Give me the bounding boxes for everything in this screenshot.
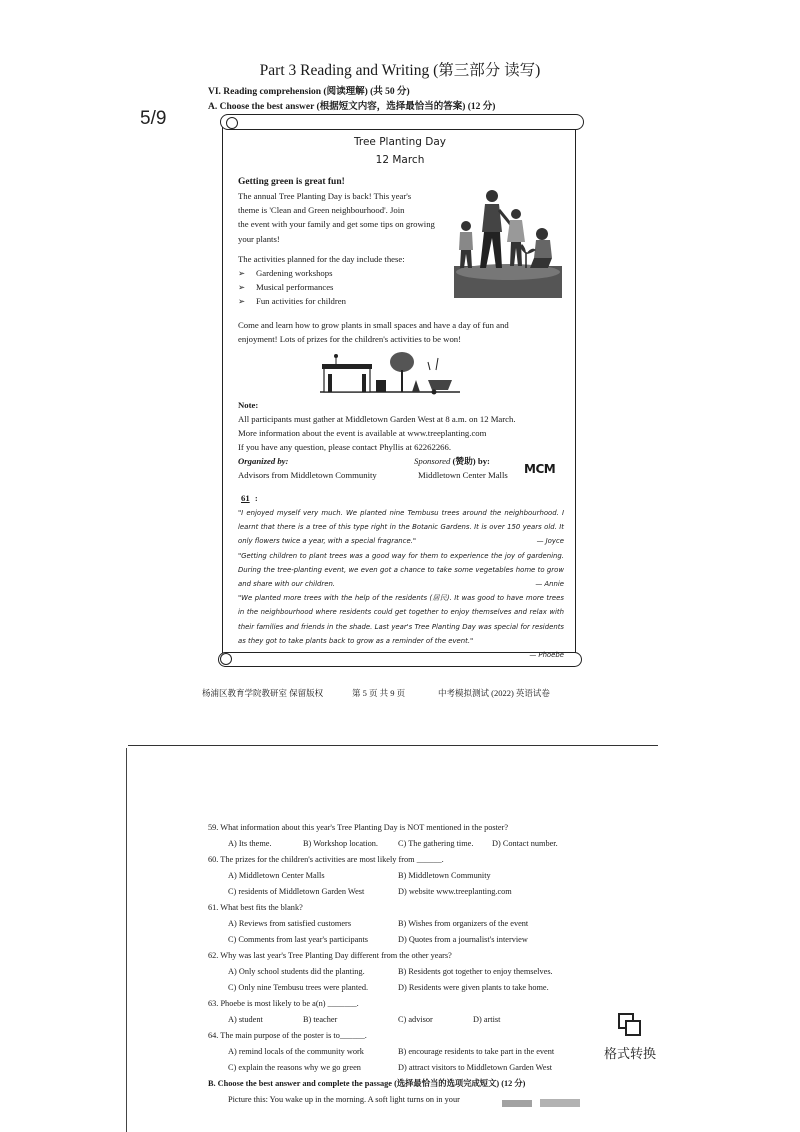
section-a-heading: A. Choose the best answer (根据短文内容，选择最恰当的答案) (12 分) bbox=[208, 102, 496, 112]
organizer-name: Advisors from Middletown Community bbox=[238, 470, 377, 480]
option: B) teacher bbox=[303, 1014, 338, 1024]
page-indicator: 5/9 bbox=[140, 108, 167, 129]
question-stem: 59. What information about this year's Tree Planting Day is NOT mentioned in the poster? bbox=[208, 823, 509, 832]
question-63 bbox=[208, 996, 608, 1028]
option: C) Comments from last year's participants bbox=[228, 934, 368, 944]
arrow-bullet-icon: ➢ bbox=[238, 296, 246, 307]
footer-right: 中考模拟测试 (2022) 英语试卷 bbox=[438, 688, 550, 698]
intro-line: the event with your family and get some tips on growing bbox=[238, 219, 435, 230]
option: B) Residents got together to enjoy themselves. bbox=[398, 966, 553, 976]
organized-label: Organized by: bbox=[238, 456, 289, 466]
activity-item: ➢ Fun activities for children bbox=[238, 294, 453, 308]
option: D) Quotes from a journalist's interview bbox=[398, 934, 528, 944]
question-stem: 63. Phoebe is most likely to be a(n) _______. bbox=[208, 999, 359, 1008]
arrow-bullet-icon: ➢ bbox=[238, 282, 246, 293]
activity-item: ➢ Gardening workshops bbox=[238, 266, 453, 280]
quotes-block bbox=[238, 506, 564, 662]
page-divider bbox=[128, 745, 658, 746]
poster-headline: Getting green is great fun! bbox=[238, 177, 345, 187]
option: C) explain the reasons why we go green bbox=[228, 1062, 361, 1072]
note-label: Note: bbox=[238, 400, 259, 410]
obscured-text-fragment bbox=[502, 1096, 582, 1110]
quote-phoebe: "We planted more trees with the help of the residents (居民). It was good to have more trees in the neighbourhood where residents could get together to enjoy themselves and relax with their families and friends in the shade. Last year's Tree Planting Day was special for residents as they got to take plants back to grow as a reminder of the event." — Phoebe bbox=[238, 594, 564, 660]
option: D) attract visitors to Middletown Garden West bbox=[398, 1062, 553, 1072]
question-61 bbox=[208, 900, 608, 948]
option: C) residents of Middletown Garden West bbox=[228, 886, 365, 896]
mcm-logo: MCM bbox=[524, 462, 556, 476]
option: D) Residents were given plants to take home. bbox=[398, 982, 549, 992]
poster-title: Tree Planting Day bbox=[354, 136, 446, 148]
option: A) remind locals of the community work bbox=[228, 1046, 364, 1056]
footer-page: 第 5 页 共 9 页 bbox=[352, 688, 406, 698]
page-edge bbox=[126, 748, 127, 1132]
option: A) Only school students did the planting. bbox=[228, 966, 365, 976]
option: B) Workshop location. bbox=[303, 838, 378, 848]
question-59 bbox=[208, 820, 608, 852]
question-stem: 60. The prizes for the children's activities are most likely from ______. bbox=[208, 855, 444, 864]
intro-line: your plants! bbox=[238, 233, 280, 244]
activities-list bbox=[238, 266, 453, 308]
note-line: All participants must gather at Middletown Garden West at 8 a.m. on 12 March. bbox=[238, 414, 516, 424]
section-vi-heading: VI. Reading comprehension (阅读理解) (共 50 分) bbox=[208, 87, 410, 97]
blank-61: 61 : bbox=[241, 493, 258, 503]
option: D) website www.treeplanting.com bbox=[398, 886, 512, 896]
option: B) Middletown Community bbox=[398, 870, 491, 880]
arrow-bullet-icon: ➢ bbox=[238, 268, 246, 279]
option: C) advisor bbox=[398, 1014, 433, 1024]
activities-intro: The activities planned for the day include these: bbox=[238, 254, 405, 264]
sponsor-name: Middletown Center Malls bbox=[418, 470, 508, 480]
intro-line: theme is 'Clean and Green neighbourhood'. Join bbox=[238, 205, 405, 216]
note-block bbox=[238, 412, 568, 455]
question-60 bbox=[208, 852, 608, 900]
question-62 bbox=[208, 948, 608, 996]
option: A) Middletown Center Malls bbox=[228, 870, 325, 880]
poster-date: 12 March bbox=[375, 154, 425, 166]
format-convert-label: 格式转换 bbox=[603, 1047, 656, 1062]
option: B) Wishes from organizers of the event bbox=[398, 918, 529, 928]
option: D) Contact number. bbox=[492, 838, 558, 848]
option: A) Its theme. bbox=[228, 838, 272, 848]
part-title: Part 3 Reading and Writing (第三部分 读写) bbox=[259, 62, 541, 79]
activities-block bbox=[238, 252, 453, 308]
scroll-top-roll bbox=[220, 114, 584, 130]
scroll-curl-icon bbox=[226, 117, 238, 129]
option: A) student bbox=[228, 1014, 263, 1024]
quote-annie: "Getting children to plant trees was a good way for them to experience the joy of gardening. During the tree-planting event, we even got a chance to take some vegetables home to grow and share with our children. — Annie bbox=[238, 551, 564, 589]
question-stem: 64. The main purpose of the poster is to______. bbox=[208, 1031, 367, 1040]
note-line: More information about the event is available at www.treeplanting.com bbox=[238, 428, 487, 439]
quote-joyce: "I enjoyed myself very much. We planted nine Tembusu trees around the neighbourhood. I learnt that there is a tree of this type right in the Botanic Gardens. It is over 150 years old. It only flowers twice a year, with a special fragrance." — Joyce bbox=[238, 509, 564, 546]
section-b-passage-start: Picture this: You wake up in the morning. A soft light turns on in your bbox=[228, 1095, 460, 1104]
question-64 bbox=[208, 1028, 608, 1076]
option: D) artist bbox=[473, 1014, 501, 1024]
activity-item: ➢ Musical performances bbox=[238, 280, 453, 294]
invite-line: enjoyment! Lots of prizes for the children's activities to be won! bbox=[238, 334, 462, 345]
option: C) The gathering time. bbox=[398, 838, 474, 848]
community-garden-illustration bbox=[320, 350, 460, 395]
invite-text bbox=[238, 318, 564, 346]
intro-line: The annual Tree Planting Day is back! This year's bbox=[238, 191, 412, 201]
invite-line: Come and learn how to grow plants in small spaces and have a day of fun and bbox=[238, 320, 509, 330]
sponsored-label: Sponsored (赞助) by: bbox=[414, 456, 490, 466]
section-b-heading: B. Choose the best answer and complete the passage (选择最恰当的选项完成短文) (12 分) bbox=[208, 1079, 526, 1088]
note-line: If you have any question, please contact Phyllis at 62262266. bbox=[238, 442, 452, 453]
family-planting-illustration bbox=[452, 182, 564, 300]
option: B) encourage residents to take part in the event bbox=[398, 1046, 555, 1056]
scroll-curl-icon bbox=[220, 653, 232, 665]
copy-format-icon bbox=[617, 1012, 643, 1038]
footer-left: 杨浦区教育学院教研室 保留版权 bbox=[202, 688, 324, 698]
question-stem: 62. Why was last year's Tree Planting Day different from the other years? bbox=[208, 951, 452, 960]
option: A) Reviews from satisfied customers bbox=[228, 918, 352, 928]
question-stem: 61. What best fits the blank? bbox=[208, 903, 303, 912]
format-convert-button[interactable] bbox=[598, 1012, 662, 1062]
option: C) Only nine Tembusu trees were planted. bbox=[228, 982, 369, 992]
poster-intro bbox=[238, 189, 453, 246]
